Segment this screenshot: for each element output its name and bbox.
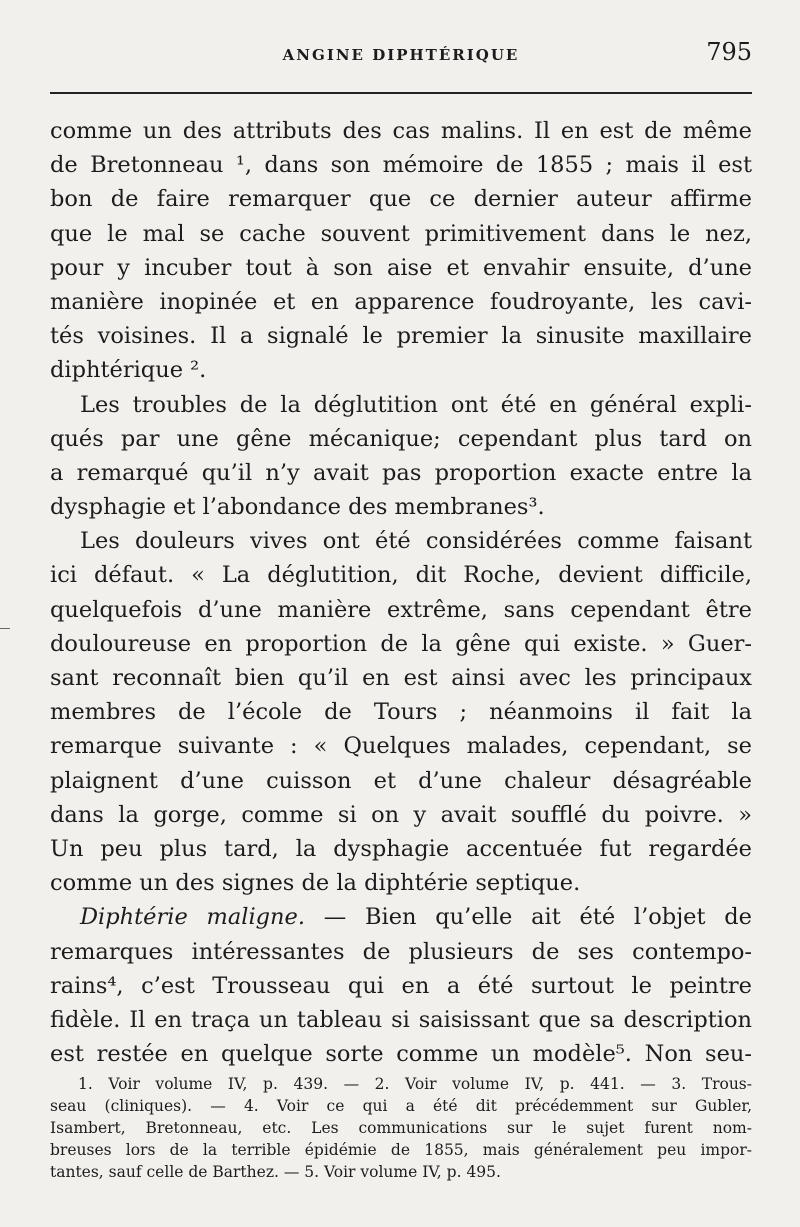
text-line: a remarqué qu’il n’y avait pas proportion exacte entre la xyxy=(50,459,752,486)
text-line: Un peu plus tard, la dysphagie accentuée fut regardée xyxy=(50,835,752,862)
text-line: diphtérique ². xyxy=(50,357,207,384)
footnote-line: 1. Voir volume IV, p. 439. — 2. Voir volume IV, p. 441. — 3. Trous- xyxy=(78,1075,752,1093)
text-line: qués par une gêne mécanique; cependant plus tard on xyxy=(50,425,752,452)
text-line: plaignent d’une cuisson et d’une chaleur désagréable xyxy=(50,767,752,794)
text-line: ici défaut. « La déglutition, dit Roche, devient difficile, xyxy=(50,562,752,589)
section-lead-italic: Diphtérie maligne. xyxy=(80,904,305,931)
text-line: rains⁴, c’est Trousseau qui en a été surtout le peintre xyxy=(50,972,752,999)
text-line: douloureuse en proportion de la gêne qui existe. » Guer- xyxy=(50,630,752,657)
text-line: remarque suivante : « Quelques malades, cependant, se xyxy=(50,733,752,760)
text-line: remarques intéressantes de plusieurs de ses contempo- xyxy=(50,938,752,965)
text-line: membres de l’école de Tours ; néanmoins il fait la xyxy=(50,699,752,726)
page-header xyxy=(50,34,752,74)
text-line: manière inopinée et en apparence foudroyante, les cavi- xyxy=(50,288,752,315)
paragraph-start-line: Les troubles de la déglutition ont été en général expli- xyxy=(80,391,752,418)
margin-mark xyxy=(0,628,10,629)
text-line: pour y incuber tout à son aise et envahir ensuite, d’une xyxy=(50,254,752,281)
paragraph-start-line: Les douleurs vives ont été considérées comme faisant xyxy=(80,528,752,555)
footnote-line: Isambert, Bretonneau, etc. Les communications sur le sujet furent nom- xyxy=(50,1119,752,1137)
text-line: tés voisines. Il a signalé le premier la sinusite maxillaire xyxy=(50,323,752,350)
header-rule xyxy=(50,92,752,94)
footnote-line: tantes, sauf celle de Barthez. — 5. Voir volume IV, p. 495. xyxy=(50,1163,501,1181)
text-line: dans la gorge, comme si on y avait soufflé du poivre. » xyxy=(50,801,752,828)
text-line: comme un des attributs des cas malins. Il en est de même xyxy=(50,118,752,144)
paragraph-start-line xyxy=(50,900,752,934)
running-title: ANGINE DIPHTÉRIQUE xyxy=(282,46,520,64)
footnote-line: breuses lors de la terrible épidémie de 1855, mais généralement peu impor- xyxy=(50,1141,752,1159)
footnote-line: seau (cliniques). — 4. Voir ce qui a été dit précédemment sur Gubler, xyxy=(50,1097,752,1115)
text-line: que le mal se cache souvent primitivement dans le nez, xyxy=(50,220,752,247)
text-line: est restée en quelque sorte comme un modèle⁵. Non seu- xyxy=(50,1041,752,1068)
text-line: sant reconnaît bien qu’il en est ainsi avec les principaux xyxy=(50,665,752,691)
body-text xyxy=(50,114,752,1071)
footnotes xyxy=(50,1073,752,1183)
text-line: de Bretonneau ¹, dans son mémoire de 1855 ; mais il est xyxy=(50,152,752,179)
text-line-rest: — Bien qu’elle ait été l’objet de xyxy=(323,904,752,931)
text-line: fidèle. Il en traça un tableau si saisissant que sa description xyxy=(50,1006,752,1033)
text-line: bon de faire remarquer que ce dernier auteur affirme xyxy=(50,186,752,213)
page-number: 795 xyxy=(706,38,752,66)
text-line: dysphagie et l’abondance des membranes³. xyxy=(50,494,545,521)
text-line: comme un des signes de la diphtérie septique. xyxy=(50,870,581,897)
text-line: quelquefois d’une manière extrême, sans cependant être xyxy=(50,596,752,623)
